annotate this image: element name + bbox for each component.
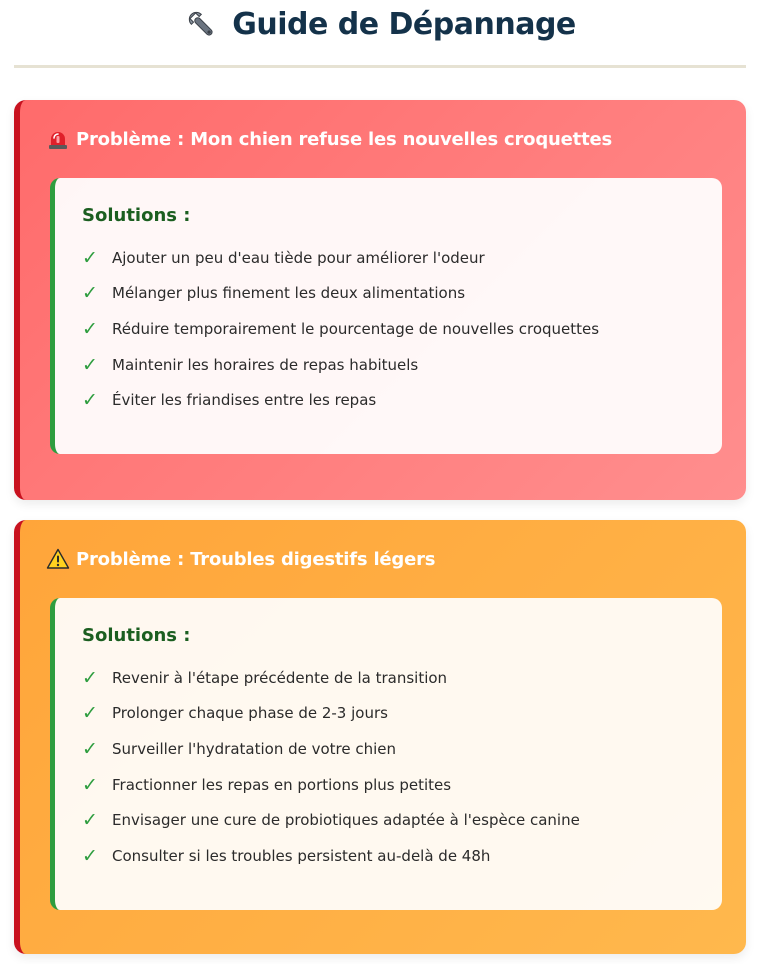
list-item	[82, 802, 702, 838]
check-icon: ✓	[82, 666, 98, 689]
page-header	[14, 0, 746, 68]
list-item	[82, 382, 702, 418]
check-icon: ✓	[82, 773, 98, 796]
siren-icon	[46, 127, 70, 151]
check-icon: ✓	[82, 282, 98, 305]
list-item	[82, 838, 702, 874]
solutions-list	[82, 240, 702, 418]
solution-text: Envisager une cure de probiotiques adaptée à l'espèce canine	[112, 811, 580, 830]
list-item	[82, 347, 702, 383]
solution-text: Fractionner les repas en portions plus petites	[112, 775, 452, 794]
list-item	[82, 276, 702, 312]
problem-card	[14, 100, 746, 500]
list-item	[82, 311, 702, 347]
solution-text: Mélanger plus finement les deux alimentations	[112, 284, 466, 303]
check-icon: ✓	[82, 702, 98, 725]
check-icon: ✓	[82, 246, 98, 269]
problem-title-text: Problème : Mon chien refuse les nouvelles croquettes	[76, 128, 612, 150]
warning-icon	[46, 547, 70, 571]
solutions-heading: Solutions :	[82, 625, 191, 646]
solution-text: Ajouter un peu d'eau tiède pour améliorer l'odeur	[112, 248, 485, 267]
list-item	[82, 767, 702, 803]
check-icon: ✓	[82, 389, 98, 412]
list-item	[82, 696, 702, 732]
solutions-panel	[50, 178, 722, 454]
problem-title-text: Problème : Troubles digestifs légers	[76, 548, 436, 570]
wrench-icon	[184, 7, 220, 43]
solutions-list	[82, 660, 702, 874]
page-title: Guide de Dépannage	[232, 7, 576, 42]
list-item	[82, 240, 702, 276]
solutions-panel	[50, 598, 722, 910]
check-icon: ✓	[82, 809, 98, 832]
check-icon: ✓	[82, 317, 98, 340]
list-item	[82, 731, 702, 767]
check-icon: ✓	[82, 353, 98, 376]
problem-title	[46, 127, 612, 151]
problem-title	[46, 547, 435, 571]
solution-text: Prolonger chaque phase de 2-3 jours	[112, 704, 388, 723]
check-icon: ✓	[82, 844, 98, 867]
solution-text: Revenir à l'étape précédente de la transition	[112, 668, 448, 687]
solution-text: Consulter si les troubles persistent au-delà de 48h	[112, 846, 491, 865]
problem-card	[14, 520, 746, 954]
solution-text: Réduire temporairement le pourcentage de nouvelles croquettes	[112, 319, 600, 338]
check-icon: ✓	[82, 737, 98, 760]
solution-text: Surveiller l'hydratation de votre chien	[112, 739, 397, 758]
solution-text: Maintenir les horaires de repas habituels	[112, 355, 419, 374]
solution-text: Éviter les friandises entre les repas	[112, 391, 377, 410]
solutions-heading: Solutions :	[82, 205, 191, 226]
list-item	[82, 660, 702, 696]
